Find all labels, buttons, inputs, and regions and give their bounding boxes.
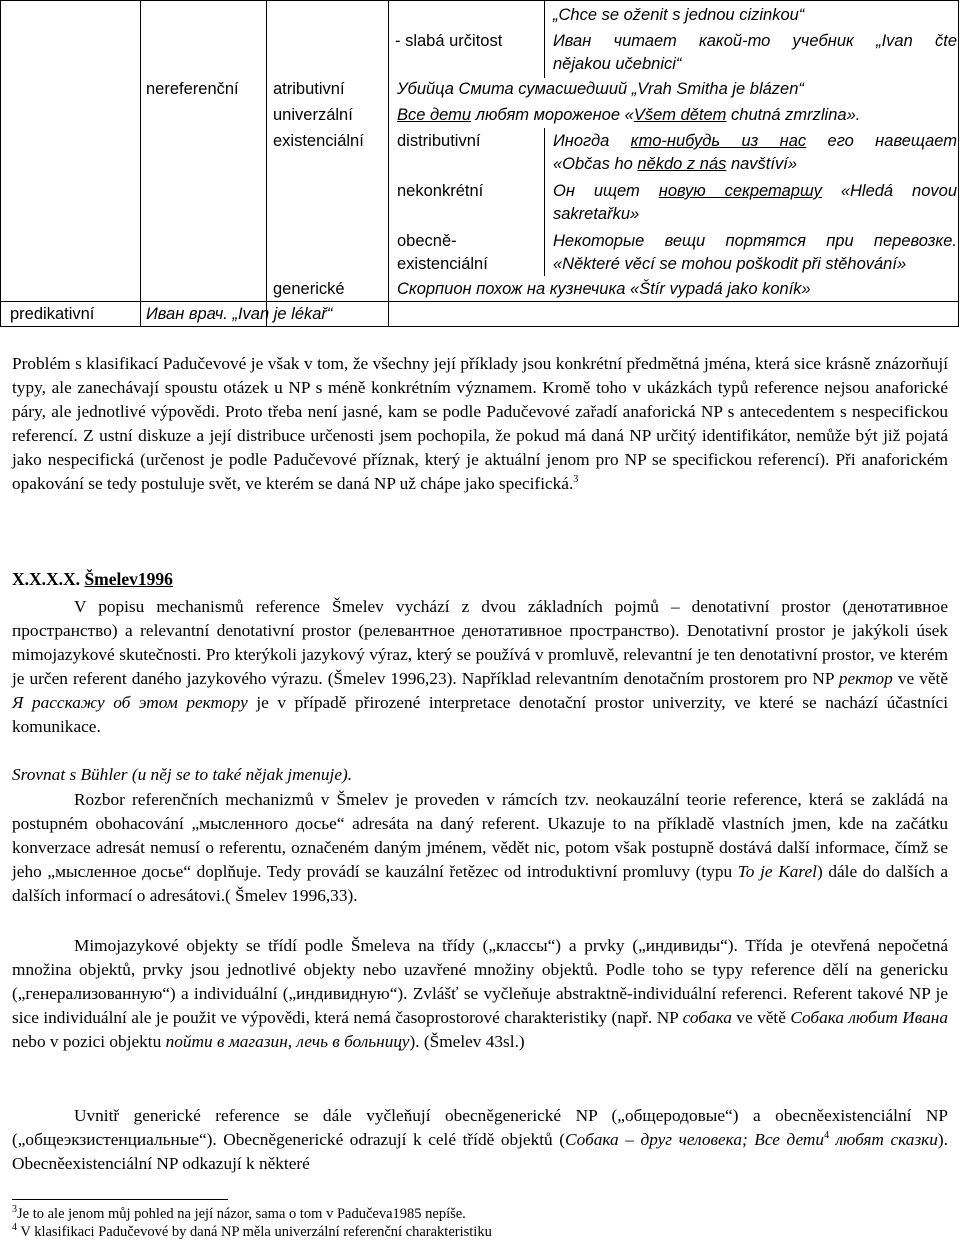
label-atributivni: atributivní [273,80,345,98]
footnote-separator [12,1199,228,1200]
table-border-bottom [0,326,959,327]
section-title: Šmelev1996 [84,569,173,589]
label-distributivni: distributivní [397,132,481,150]
column-divider-4b [544,128,545,276]
row-divider-predikativni [0,301,959,302]
column-divider-4 [544,0,545,78]
reference-classification-table [0,0,960,327]
footnote-ref-4: 4 [824,1130,830,1142]
example-distributivni-line1: Иногда кто-нибудь из нас его навещает [553,132,958,150]
table-border-right [958,0,959,327]
example-obecne-line2: «Některé věcí se mohou poškodit při stěhování» [553,255,907,273]
paragraph-neocausal-theory: Rozbor referenčních mechanizmů v Šmelev je proveden v rámcích tzv. neokauzální teorie reference, která se zakládá na postupném obohacování „мысленного досье“ adresáta na daný referent. Ukazuje to na příkladě vlastních jmen, kde na začátku konverzace adresát nemusí o referentu, označeném daným jménem, vědět nic, potom však postupně dostává další informace, čímž se jeho „мысленное досье“ doplňuje. Tedy provádí se kauzální řetězec od introduktivní promluvy (typu To je Karel) dále do dalších a dalších informací o adresátovi.( Šmelev 1996,33). [12,790,948,905]
example-nekonkretni-line1: Он ищет новую секретаршу «Hledá novou [553,182,957,200]
label-existencialni: existenciální [273,132,364,150]
column-divider-2 [266,0,267,327]
example-distributivni-line2: «Občas ho někdo z nás navštíví» [553,155,797,173]
table-border-left [0,0,1,327]
example-nekonkretni-line2: sakretařku» [553,205,640,223]
example-chce: „Chce se oženit s jednou cizinkou“ [553,6,805,24]
label-slaba-urcitost: - slabá určitost [395,32,503,50]
section-heading [12,569,186,590]
column-divider-3 [388,0,389,327]
paragraph-padučeva-critique: Problém s klasifikací Padučevové je však v tom, že všechny její příklady jsou konkrétní předmětná jména, která sice krásně znázorňují typy, ale zanechávají spoustu otázek u NP s méně konkrétním významem. Kromě toho v ukázkách typů reference nejsou anaforické páry, ale jednotlivé výpovědi. Proto třeba není jasné, kam se podle Padučevové zařadí anaforická NP s antecedentem s nespecifickou referencí. Z ustní diskuze a její distribuce určenosti jsem pochopila, že pokud má daná NP určitý identifikátor, nemůže být již pojatá jako nespecifická (určenost je podle Padučevové příznak, který je aktuální jenom pro NP se specifickou referencí). Při anaforickém opakování se tedy postuluje svět, ve kterém se daná NP už chápe jako specifická.$^3$ [12,354,948,493]
label-nekonkretni: nekonkrétní [397,182,484,200]
example-atributivni: Убийца Смита сумасшедший „Vrah Smitha je blázen“ [397,80,804,98]
example-obecne-line1: Некоторые вещи портятся при перевозке. [553,232,957,250]
label-obecne-line1: obecně- [397,232,457,250]
paragraph-generic-reference: Uvnitř generické reference se dále vyčleňují obecněgenerické NP („общеродовые“) a obecněexistenciální NP („общеэкзистенциальные“). Obecněgenerické odrazují k celé třídě objektů (Собака – друг человека; Все дети$^4$ любят сказки). Obecněexistenciální NP odkazují k některé [12,1106,948,1173]
label-nereferencni: nereferenční [146,80,239,98]
paragraph-classes-individuals: Mimojazykové objekty se třídí podle Šmeleva na třídy („классы“) a prvky („индивиды“). Třída je otevřená nepočetná množina objektů, prvky jsou jednotlivé objekty nebo uzavřené množiny objektů. Podle toho se typy reference dělí na genericku („генерализованную“) a individuální („индивидную“). Zvlášť se vyčleňuje abstraktně-individuální referenci. Referent takové NP je sice individuální ale je použit ve výpovědi, která nemá časoprostorové charakteristiky (např. NP собака ve větě Собака любит Ивана nebo v pozici objektu пойти в магазин, лечь в больницу). (Šmelev 43sl.) [12,936,948,1051]
label-obecne-line2: existenciální [397,255,488,273]
example-slaba-line2: nějakou učebnici“ [553,55,682,73]
example-predikativni: Иван врач. „Ivan je lékař“ [146,305,333,323]
label-predikativni: predikativní [10,305,95,323]
label-genericke: generické [273,280,345,298]
example-genericke: Скорпион похож на кузнечика «Štír vypadá jako koník» [397,280,811,298]
note-compare-buhler: Srovnat s Bühler (u něj se to také nějak jmenuje). [12,765,353,784]
label-univerzalni: univerzální [273,106,353,124]
section-number: X.X.X.X. [12,569,81,589]
footnote-ref-3: 3 [573,474,579,486]
example-slaba-line1: Иван читает какой-то учебник „Ivan čte [553,32,957,50]
paragraph-denotative-space: V popisu mechanismů reference Šmelev vychází z dvou základních pojmů – denotativní prostor (денотативное пространство) a relevantní denotativní prostor (релевантное денотативное пространство). Denotativní prostor je jakýkoli úsek mimojazykové skutečnosti. Pro kterýkoli jazykový výraz, který se používá v promluvě, relevantní je ten denotativní prostor, ve kterém je určen referent daného jazykového výrazu. (Šmelev 1996,23). Například relevantním denotačním prostorem pro NP ректор ve větě Я расскажу об этом ректору je v případě přirozené interpretace denotační prostor univerzity, ve které se nachází účastníci komunikace. [12,597,948,736]
column-divider-1 [140,0,141,327]
footnote-3: $^3$Je to ale jenom můj pohled na její názor, sama o tom v Padučeva1985 nepíše. [12,1204,466,1222]
table-border-top [0,0,959,1]
example-univerzalni: Все дети любят мороженое «Všem dětem chutná zmrzlina». [397,106,861,124]
footnote-4: $^4$ V klasifikaci Padučevové by daná NP měla univerzální referenční charakteristiku [12,1222,492,1240]
